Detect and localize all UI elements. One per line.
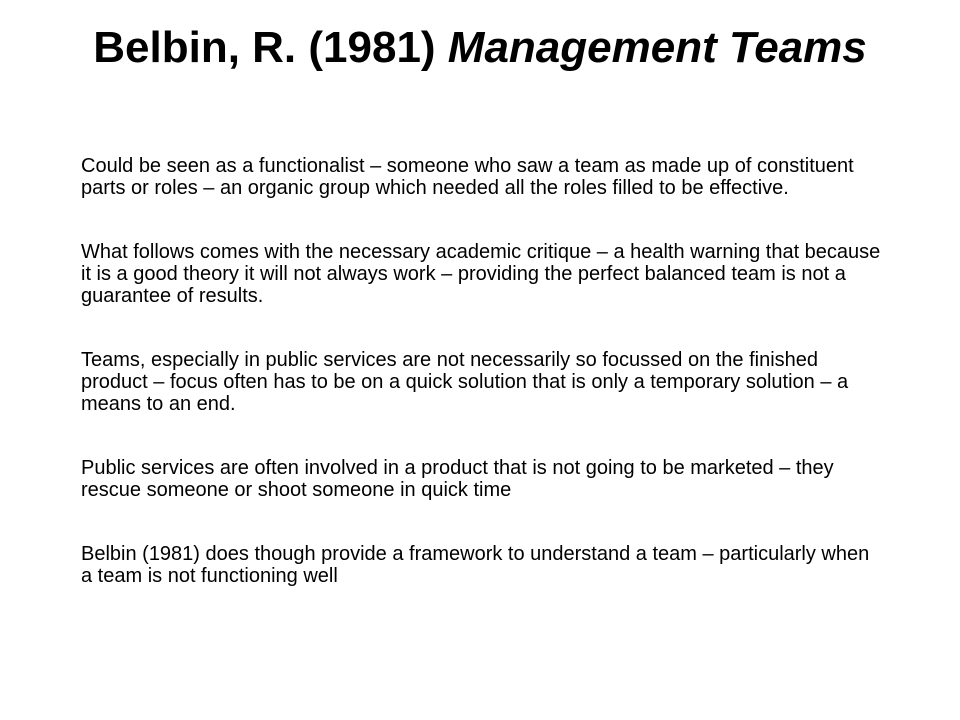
slide-body bbox=[81, 155, 881, 587]
title-plain: Belbin, R. (1981) bbox=[93, 23, 448, 72]
slide-title bbox=[60, 22, 900, 74]
paragraph-framework: Belbin (1981) does though provide a framework to understand a team – particularly when a team is not functioning well bbox=[81, 543, 870, 587]
title-italic: Management Teams bbox=[447, 23, 867, 72]
paragraph-critique: What follows comes with the necessary academic critique – a health warning that because it is a good theory it will not always work – providing the perfect balanced team is not a guarantee of results. bbox=[81, 241, 881, 307]
paragraph-public-services-product: Public services are often involved in a product that is not going to be marketed – they rescue someone or shoot someone in quick time bbox=[81, 457, 834, 501]
paragraph-functionalist: Could be seen as a functionalist – someone who saw a team as made up of constituent parts or roles – an organic group which needed all the roles filled to be effective. bbox=[81, 155, 854, 199]
paragraph-public-services-teams: Teams, especially in public services are not necessarily so focussed on the finished product – focus often has to be on a quick solution that is only a temporary solution – a means to an end. bbox=[81, 349, 849, 415]
